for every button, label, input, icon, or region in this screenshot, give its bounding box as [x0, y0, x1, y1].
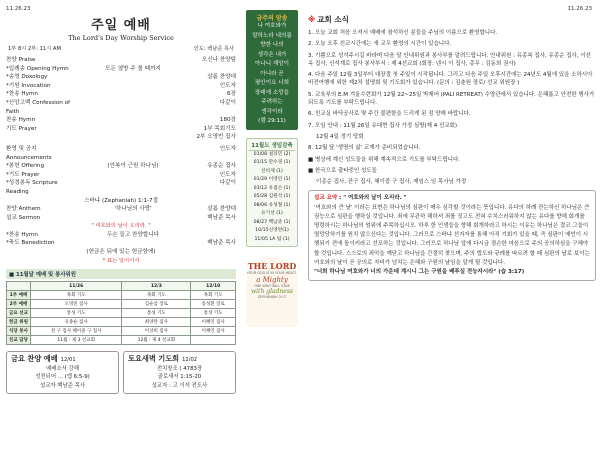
news-heading-text: 교회 소식: [317, 15, 349, 24]
duty-cell: 11월 : 제 3 선교회: [31, 336, 122, 345]
duty-table-title: ■ 11월달 예배 및 봉사위원: [6, 269, 236, 279]
duty-row-label: 금요 선교: [7, 309, 31, 318]
order-leader: 6장: [227, 91, 236, 98]
order-item: *축도 Benediction: [6, 240, 55, 247]
saturday-box: [123, 351, 236, 394]
duty-cell: 통성 기도: [191, 309, 236, 318]
duty-cell: [191, 336, 236, 345]
order-item: *입례송 Opening Hymn: [6, 65, 69, 72]
duty-row: [7, 336, 236, 345]
asterisk-icon: ※: [308, 15, 316, 24]
birthday-item: 10/15신영란(1): [255, 228, 289, 233]
art-title: THE LORD: [247, 261, 297, 271]
news-item: 4. 다음 주일 12월 3일부터 대장절 첫 주일이 시작됩니다. 그리고 다음 주일 오후시간에는 24년도 4월에 있을 소하시아 비전여행에 위한 제2차 설명회 및 기도회가 있습니다. (문의 : 김춘원 장로/ 선교 위원장 ): [308, 72, 593, 87]
news-heading: [308, 14, 596, 25]
order-row: [6, 125, 236, 134]
duty-row-label: 친교 담당: [7, 336, 31, 345]
duty-header: 12/3: [122, 282, 191, 291]
duty-row: [7, 309, 236, 318]
friday-line1: 예배소서 강해: [46, 365, 79, 372]
news-list: [308, 29, 596, 186]
duty-cell: 최양란 집사: [122, 318, 191, 327]
news-item: 이종순 집사, 잔구 집사, 혜이즐 구 집사, 제임스 임 목사님 가정: [316, 179, 467, 186]
art-line2: a Mighty: [256, 275, 288, 284]
duty-header: [7, 282, 31, 291]
order-item: 찬양 Praise: [6, 57, 36, 63]
order-leader: 2부 오영빈 집사: [196, 134, 236, 141]
duty-cell: 오영빈 집사: [31, 300, 122, 309]
order-item: 환영 및 공지 Announcements: [6, 145, 52, 161]
news-item: 7. 모임 안내 : 11월 26일 유대현 집사 가정 심방(제 4 선교회): [308, 122, 458, 129]
saturday-line2: 골로새서 1:15-20: [157, 374, 202, 381]
birthday-box: [246, 138, 298, 248]
duty-row-label: 2부 예배: [7, 300, 31, 309]
news-item: 12월 4일 정기 당회: [316, 133, 364, 140]
order-row: [6, 171, 236, 180]
duty-cell: 이혜연 집사: [191, 318, 236, 327]
order-row: [6, 90, 236, 99]
order-item: *찬송 Hymn: [6, 231, 38, 238]
order-item: *찬송 Hymn: [6, 91, 38, 98]
page-title: 주일 예배: [91, 18, 151, 33]
verse-line: 장래에 소망을: [254, 89, 290, 96]
friday-title: 금요 찬양 예배: [11, 354, 58, 364]
order-row: [6, 73, 236, 82]
order-leader: 1부 목회기도: [203, 125, 236, 132]
order-detail: '하나님의 사랑': [114, 206, 152, 213]
duty-cell: 유종순 집사: [31, 318, 122, 327]
sermon-title-right: " 여호와의 날이 오리라. ": [343, 195, 407, 202]
news-item: 2. 오늘 오후 친교시간에는 새 교우 환영의 시간이 있습니다.: [308, 41, 452, 48]
scripture-art: [246, 257, 298, 327]
order-row: [6, 133, 236, 142]
stand-note: * 표는 일어서서: [102, 257, 140, 264]
order-row: [6, 179, 236, 196]
saturday-title: 토요새벽 기도회: [128, 354, 180, 364]
duty-cell: 목회 기도: [31, 291, 122, 300]
news-item: 1. 오늘 교회 처음 오셔서 예배에 참석하신 분들을 주님의 이름으로 환영합니다.: [308, 30, 498, 36]
birthday-item: 01/29 이영린 (1): [253, 177, 291, 182]
duty-row-label: 1부 예배: [7, 291, 31, 300]
saturday-date: 12/02: [182, 357, 198, 364]
order-detail: 두손 들고 찬양합니다: [106, 231, 160, 238]
duty-cell: 통성 기도: [31, 309, 122, 318]
memory-verse-text: [248, 22, 296, 117]
duty-cell: 전 구 집사 혜이즐 구 집사: [31, 327, 122, 336]
duty-row: [7, 318, 236, 327]
verse-line: 주려하는: [261, 99, 283, 105]
duty-cell: 송성환 장로: [191, 300, 236, 309]
birthday-item: 08/06 유성철 (1): [253, 202, 291, 208]
order-detail: 모든 열방 주 볼 때까지: [105, 65, 161, 72]
order-item: *기원 Invocation: [6, 82, 51, 89]
leader: 인도: 백남준 목사: [193, 46, 234, 52]
sermon-title-left: " 여호와의 날이 오리라. ": [91, 223, 151, 230]
duty-row-label: 식당 봉사: [7, 327, 31, 336]
memory-verse-title: 금주의 암송: [256, 15, 288, 22]
service-line: [6, 45, 236, 52]
duty-cell: 목회 기도: [191, 291, 236, 300]
duty-header: 11/26: [31, 282, 122, 291]
order-leader: 살롬 찬양대: [207, 206, 236, 213]
order-leader: 유종순 집사: [207, 163, 236, 170]
duty-row: [7, 327, 236, 336]
verse-line: 나 여호와가: [257, 23, 287, 29]
duty-row: [7, 300, 236, 309]
birthday-item: 01/08 설리민 (2): [253, 151, 291, 157]
verse-line: 생각은 내가: [257, 51, 287, 58]
order-leader: 180장: [219, 117, 236, 124]
duty-cell: 목회 기도: [122, 291, 191, 300]
order-leader: 백남준 목사: [207, 240, 236, 247]
birthday-item: 11/05 LA 팀 (1): [254, 236, 290, 242]
scripture-ref: 스바냐 (Zephaniah) 1:1-7절: [84, 197, 158, 204]
order-row: [6, 231, 236, 240]
service-time: 1부 8시 2부: 11시 AM: [8, 46, 61, 52]
birthday-item: 01/15 만수경 (1): [253, 160, 291, 165]
order-row: [6, 82, 236, 91]
order-item: 찬양 Anthem: [6, 206, 41, 213]
order-detail: (안복이 근원 하나님): [107, 163, 159, 170]
order-item: *송영 Doxology: [6, 74, 48, 81]
saturday-line3: 설교자 : 고 이석 전도사: [151, 382, 208, 389]
duty-cell: 이상희 집사: [122, 327, 191, 336]
art-line1: YOUR GOD IS IN YOUR MIDST,: [246, 271, 298, 275]
duty-row-label: 헌금 위원: [7, 318, 31, 327]
order-row: [6, 145, 236, 162]
memory-verse-box: [246, 10, 298, 130]
order-leader: 오신나 찬양팀: [201, 57, 236, 63]
sermon-text: '여호와의 큰 날' 이라는 표현은 하나님의 심판이 매우 심각할 것이라는 뜻입니다. 유다의 하례 잔는하신 하나님은 큰 권능으로 심판을 행하실 것입니다. 죄에 무관하 해하셔 죄를 짓고도 전혀 수치스러워하지 않는 유다를 향해 회개를 명령하시는 하나님의 엄위에 주목하십시오. 하루 한 인생들을 향해 회개하라고 하시는 이유는 하나님은 결코 그들이 멸망당하기를 원치 않으신다는 것입니다. 그러므로 스바냐 선지자를 통해 아직 기회가 있을 때, 즉 심판이 예언이 시행되기 전에 돌이키라고 선포하는 것입니다. 그러므로 하나님 앞에 다시금 겸손한 마음으로 주의 공의하심을 구해야 할 것입니다. 스스로의 죄악을 깨닫고 하나님을 간절히 찾으며, 주의 법도와 규례를 따르려 할 때 심판의 날로 보이는 여호와의 날이 곧 공의로 자비가 넘치는 은혜와 구원의 날임을 알게 될 것입니다.: [314, 204, 590, 266]
order-item: 찬송 Hymn: [6, 117, 36, 124]
friday-date: 12/01: [60, 357, 76, 364]
verse-line: 생각이라: [261, 108, 283, 115]
order-leader: 인도자: [219, 171, 236, 178]
news-item: 3. 기쁨으로 성겨주시길 바라며 다음 달 안내위원과 봉사부를 알려드립니다. 안내위원 : 유종복 집사, 유종순 집사, 이선옥 집사, 신석계로 집사 봉사부서 : 제 4선교회 (회장: 넨시 이 집사, 총무 : 김동희 권사): [308, 52, 591, 67]
sermon-label: 설교 요약: [314, 195, 338, 202]
duty-table: [6, 281, 236, 345]
verse-line: 평안이요 너희: [254, 80, 290, 86]
order-item: *봉헌 Offering: [6, 163, 45, 170]
verse-line: 아나니 재앙이: [254, 61, 290, 67]
meeting-boxes: [6, 351, 236, 394]
order-leader: 다같이: [219, 99, 236, 106]
friday-line2: 성전되어 ... (엡 6:5-9): [35, 374, 90, 381]
birthday-item: 05/28 김원석 (1): [253, 194, 291, 199]
order-leader: 백남준 목사: [207, 214, 236, 221]
birthday-item: 유기선 (1): [261, 211, 283, 216]
date-left: 11.26.23: [6, 6, 31, 12]
order-item: 기도 Prayer: [6, 125, 37, 132]
order-of-worship: [6, 56, 236, 265]
sermon-summary-box: 설교 요약 : " 여호와의 날이 오리라. " '여호와의 큰 날' 이라는 표현은 하나님의 심판이 매우 심각할 것이라는 뜻입니다. 유다의 하례 잔는하신 하나님은 큰 권능으로 심판을 행하실 것입니다. 죄에 무관하 해하셔 죄를 짓고도 전혀 수치스러워하지 않는 유다를 향해 회개를 명령하시는 하나님의 엄위에 주목하십시오. 하루 한 인생들을 향해 회개하라고 하시는 이유는 하나님은 결코 그들이 멸망당하기를 원치 않으신다는 것입니다. 그러므로 스바냐 선지자를 통해 아직 기회가 있을 때, 즉 심판이 예언이 시행되기 전에 돌이키라고 선포하는 것입니다. 그러므로 하나님 앞에 다시금 겸손한 마음으로 주의 공의하심을 구해야 할 것입니다. 스스로의 죄악을 깨닫고 하나님을 간절히 찾으며, 주의 법도와 규례를 따르려 할 때 심판의 날로 보이는 여호와의 날이 곧 공의로 자비가 넘치는 은혜와 구원의 날임을 알게 될 것입니다. "너희 하나님 여호와가 너의 가운데 계시니 그는 구원을 베푸실 전능자시라" (습 3:17): [308, 190, 596, 281]
middle-column: [244, 0, 300, 464]
memory-verse-ref: (렘 29:11): [258, 118, 286, 124]
order-item: *성경봉독 Scripture Reading: [6, 180, 58, 195]
news-item: 8. 12월 달 '생명의 삶' 교재가 준비되었습니다.: [308, 145, 421, 152]
verse-line: 아니라 곧: [260, 70, 284, 77]
offering-note: (헌금은 뒤에 있는 헌금함에): [86, 249, 156, 256]
art-line4: with gladness: [251, 288, 293, 295]
right-page: [300, 0, 600, 464]
order-leader: 살롬 찬양대: [207, 74, 236, 81]
news-item: 6. 친교실 바닥공사로 몇 주간 불편함을 드리게 된 점 양해 바랍니다.: [308, 111, 471, 118]
order-item: *신앙고백 Confession of Faith: [6, 99, 70, 115]
date-right: 11.26.23: [567, 6, 592, 12]
order-row: [6, 99, 236, 116]
duty-row: [7, 291, 236, 300]
order-row: [6, 56, 236, 65]
order-row: [6, 205, 236, 214]
order-leader: 인도자: [219, 145, 236, 152]
friday-line3: 설교자 백남준 목사: [39, 382, 86, 389]
order-row: [6, 214, 236, 223]
news-item: 5. 교육부의 E.M 겨울수련회가 12월 22~25일 박제어 (PALI RETREAT) 수양관에서 있습니다. 은혜롭고 안전한 행사가 되도록 기도를 부탁드립니다.: [308, 91, 595, 107]
verse-line: 말하노라 내의롭: [252, 32, 292, 39]
duty-header: 12/10: [191, 282, 236, 291]
news-item: ■ 한국으로 출타중인 성도들: [308, 167, 377, 174]
order-leader: 다같이: [219, 180, 236, 187]
news-item: ■ 병상에 계신 성도들을 위해 계속적으로 기도를 부탁드립니다.: [308, 156, 461, 163]
order-row: [6, 116, 236, 125]
order-item: 설교 Sermon: [6, 214, 41, 221]
birthday-item: 03/12 유점손 (1): [253, 185, 291, 191]
saturday-line1: 전치창조 ( 4783장: [156, 365, 203, 372]
order-row: [6, 239, 236, 248]
order-row: [6, 162, 236, 171]
art-ref: ZEPHANIAH 3:17: [257, 295, 287, 299]
duty-cell: 이혜연 집사: [191, 327, 236, 336]
sermon-closing-verse: "너희 하나님 여호와가 너의 가운데 계시니 그는 구원을 베푸실 전능자시라" (습 3:17): [314, 269, 525, 276]
order-row: [6, 65, 236, 74]
birthday-item: 신비제 (1): [261, 168, 283, 174]
page-subtitle: The Lord's Day Worship Service: [68, 34, 174, 42]
duty-cell: 12월 : 제 4 선교회: [122, 336, 191, 345]
birthday-title: 11월도 생일감축: [249, 141, 295, 151]
duty-cell: 김순삼 장로: [122, 300, 191, 309]
verse-line: 향한 나의: [260, 42, 284, 48]
order-item: *기도 Prayer: [6, 171, 40, 178]
order-leader: 인도자: [219, 82, 236, 89]
art-line3: ONE WHO WILL SAVE: [253, 283, 291, 288]
friday-box: [6, 351, 119, 394]
birthday-item: 08/27 백남준 (1): [253, 219, 291, 225]
duty-cell: 통성 기도: [122, 309, 191, 318]
left-page: [0, 0, 242, 464]
